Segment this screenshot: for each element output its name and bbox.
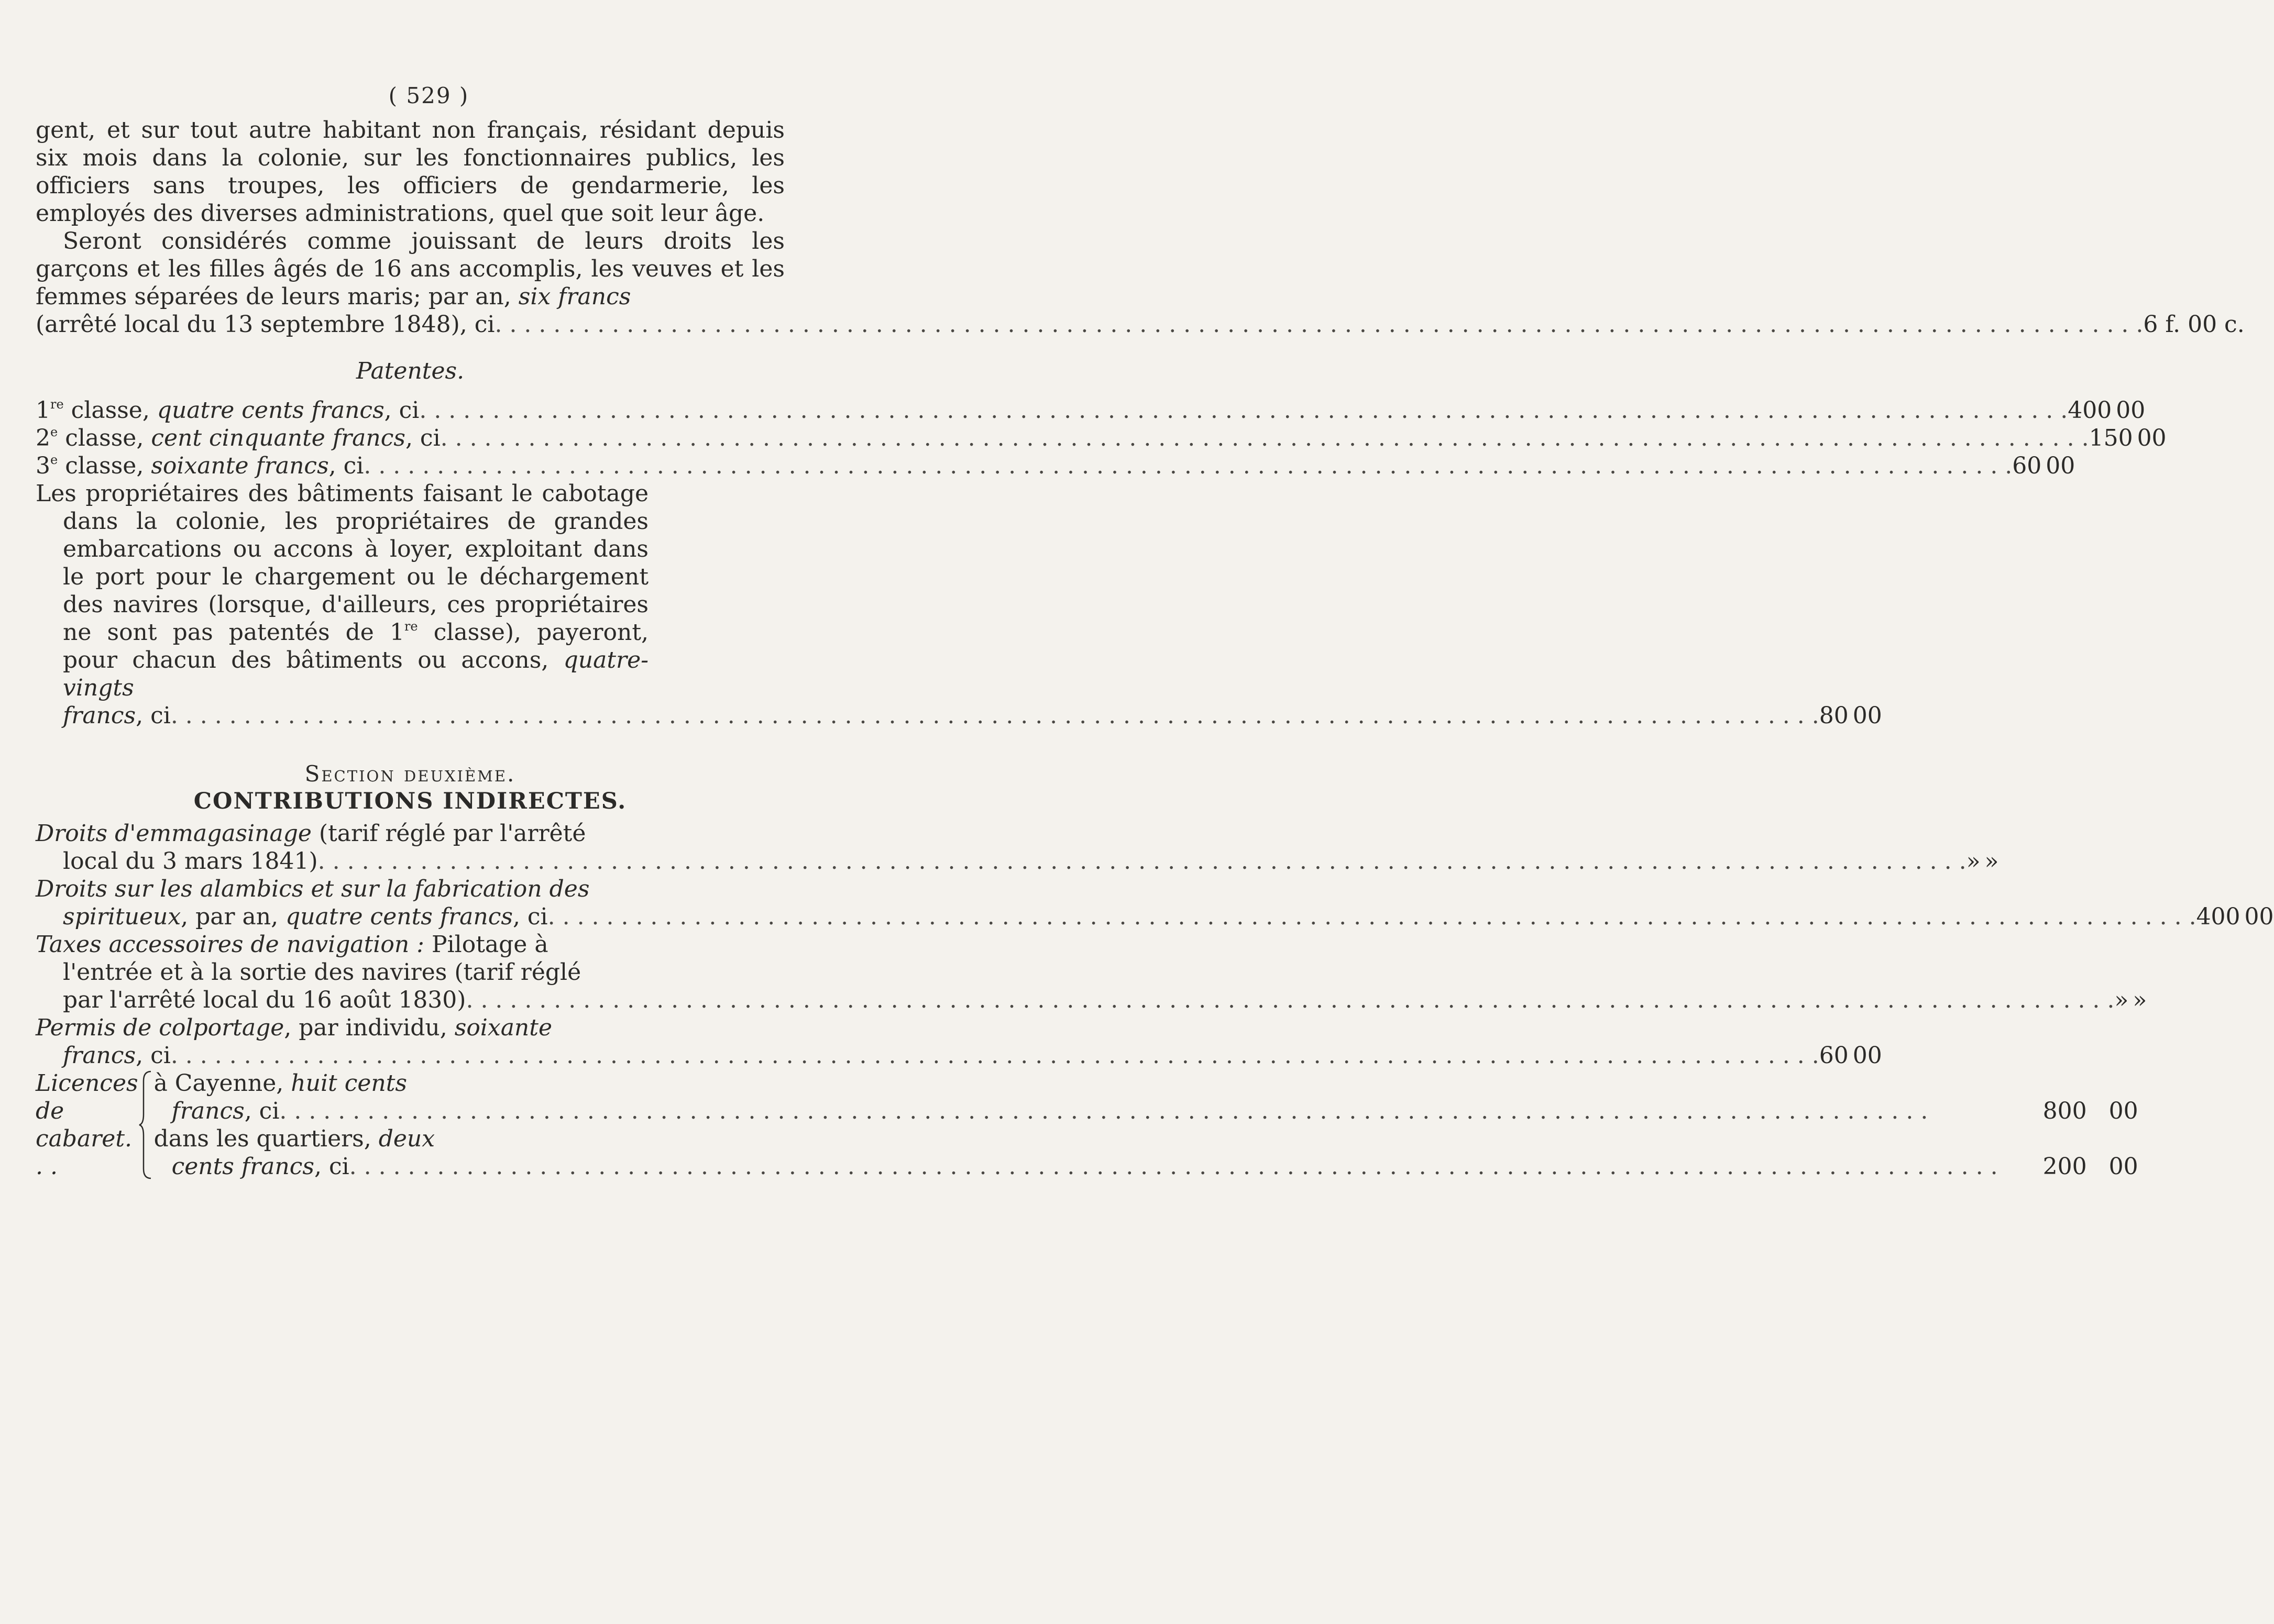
dot-leader: [441, 424, 2089, 452]
dot-leader: [466, 986, 2114, 1014]
owners-paragraph: Les propriétaires des bâtiments faisant le cabotage dans la colonie, les propriétaires de grandes embarcations ou accons à loyer, exploitant dans le port pour le chargement ou le déchargement des navires (lorsque, d'ailleurs, ces propriétaires ne sont pas patentés de 1re classe), payeront, pour chacun des bâtiments ou accons, quatre-vingts: [36, 480, 649, 701]
licences-block: [36, 1069, 2138, 1180]
intro-amount: 6 f. 00 c.: [2143, 311, 2245, 338]
intro-paragraph-1: gent, et sur tout autre habitant non français, résidant depuis six mois dans la colonie, sur les fonctionnaires publics, les officiers sans troupes, les officiers de gendarmerie, les employés des diverses administrations, quel que soit leur âge.: [36, 117, 785, 227]
intro-paragraph-2-last: (arrêté local du 13 septembre 1848), ci: [36, 311, 495, 338]
intro-paragraph-2-italic: six francs: [518, 283, 631, 310]
dot-leader: [171, 1042, 1819, 1069]
patente-row: [36, 424, 2167, 452]
patente-row: [36, 396, 2146, 424]
patente-class: 3e classe, soixante francs, ci: [36, 452, 364, 479]
page-body: [36, 116, 2274, 1180]
patente-class: 2e classe, cent cinquante francs, ci: [36, 425, 441, 451]
dot-leader: [364, 452, 2012, 480]
patente-class: 1re classe, quatre cents francs, ci: [36, 397, 420, 424]
amount-centimes: 00: [1852, 702, 1882, 729]
amount-centimes: 00: [2116, 397, 2146, 424]
dot-leader: [349, 1153, 1998, 1180]
intro-paragraph-2: [36, 227, 785, 311]
dot-leader: [548, 903, 2196, 931]
brace-icon: [138, 1069, 154, 1180]
section-title: CONTRIBUTIONS INDIRECTES.: [193, 788, 627, 814]
patente-row: [36, 452, 2075, 480]
amount-francs: 400: [2068, 397, 2112, 424]
dot-leader: [419, 396, 2068, 424]
section-label: Section deuxième.: [304, 761, 516, 787]
amount-francs: »: [1966, 848, 1981, 875]
indirect-item: Droits sur les alambics et sur la fabrication des spiritueux, par an, quatre cents francs, ci . . . 400 00: [36, 875, 785, 931]
amount-francs: 80: [1819, 702, 1849, 729]
amount-centimes: 00: [2244, 903, 2274, 930]
owners-amount-line: francs, ci . . . 80 00: [36, 702, 785, 730]
patentes-heading: Patentes.: [356, 358, 465, 384]
dot-leader: [318, 847, 1967, 875]
amount-francs: 60: [1819, 1042, 1849, 1069]
indirect-item: Permis de colportage, par individu, soixante francs, ci . . . 60 00: [36, 1014, 785, 1069]
intro-amount-line: [36, 311, 2245, 338]
indirect-item: Droits d'emmagasinage (tarif réglé par l'arrêté local du 3 mars 1841) . . . » »: [36, 820, 785, 875]
amount-francs: 60: [2012, 452, 2042, 479]
amount-francs: 200: [2042, 1153, 2087, 1180]
amount-francs: 150: [2089, 425, 2133, 451]
amount-francs: 400: [2196, 903, 2240, 930]
amount-francs: »: [2114, 987, 2129, 1013]
licences-label: Licences de cabaret. . .: [36, 1070, 138, 1180]
dot-leader: [495, 311, 2143, 338]
indirect-item: Taxes accessoires de navigation : Pilotage à l'entrée et à la sortie des navires (tarif réglé par l'arrêté local du 16 août 1830) . . . » »: [36, 931, 785, 1014]
amount-centimes: »: [2133, 987, 2147, 1013]
licence-item: à Cayenne, huit cents francs, ci . . . 800 00: [154, 1069, 2138, 1125]
amount-francs: 800: [2042, 1098, 2087, 1124]
amount-centimes: 00: [1852, 1042, 1882, 1069]
amount-centimes: 00: [2108, 1153, 2138, 1180]
amount-centimes: 00: [2108, 1098, 2138, 1124]
dot-leader: [279, 1097, 1997, 1125]
dot-leader: [171, 702, 1819, 730]
amount-centimes: »: [1984, 848, 1999, 875]
amount-centimes: 00: [2046, 452, 2075, 479]
intro-paragraph-2-text: Seront considérés comme jouissant de leurs droits les garçons et les filles âgés de 16 ans accomplis, les veuves et les femmes séparées de leurs maris; par an,: [36, 228, 785, 310]
licence-item: dans les quartiers, deux cents francs, ci . . . 200 00: [154, 1125, 2138, 1180]
amount-centimes: 00: [2137, 425, 2167, 451]
page-number: ( 529 ): [388, 83, 469, 108]
